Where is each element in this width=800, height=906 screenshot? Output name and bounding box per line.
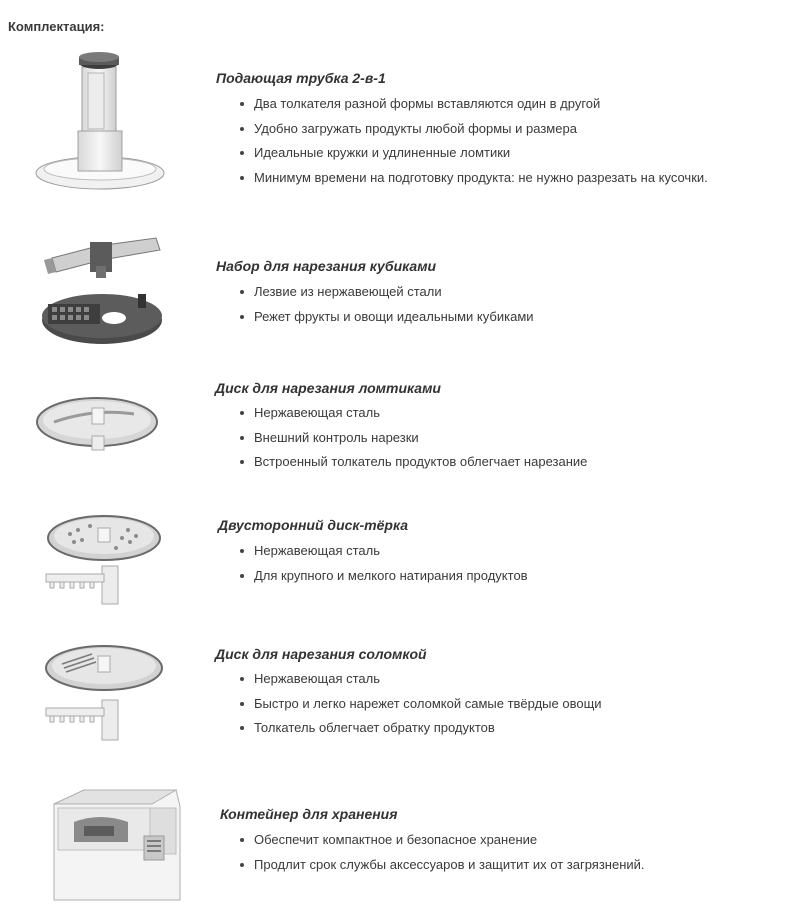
- section-title: Набор для нарезания кубиками: [216, 258, 437, 274]
- section-title: Контейнер для хранения: [220, 806, 398, 822]
- list-item: Внешний контроль нарезки: [240, 428, 587, 453]
- list-item: Продлит срок службы аксессуаров и защитит их от загрязнений.: [240, 855, 645, 880]
- list-item: Режет фрукты и овощи идеальными кубиками: [240, 307, 534, 332]
- list-item: Встроенный толкатель продуктов облегчает нарезание: [240, 452, 587, 477]
- list-item: Нержавеющая сталь: [240, 403, 587, 428]
- list-item: Идеальные кружки и удлиненные ломтики: [240, 143, 708, 168]
- bullet-list: [240, 669, 602, 743]
- storage-box-icon: [44, 782, 184, 906]
- section-title: Диск для нарезания соломкой: [215, 646, 427, 662]
- list-item: Два толкателя разной формы вставляются один в другой: [240, 94, 708, 119]
- julienne-disc-icon: [42, 640, 172, 751]
- feed-tube-icon: [30, 45, 170, 200]
- list-item: Нержавеющая сталь: [240, 541, 528, 566]
- dicing-kit-icon: [38, 228, 168, 355]
- grater-disc-icon: [42, 512, 172, 617]
- section-title: Диск для нарезания ломтиками: [215, 380, 441, 396]
- bullet-list: [240, 830, 645, 879]
- list-item: Лезвие из нержавеющей стали: [240, 282, 534, 307]
- list-item: Для крупного и мелкого натирания продуктов: [240, 566, 528, 591]
- section-title: Подающая трубка 2-в-1: [216, 70, 386, 86]
- list-item: Удобно загружать продукты любой формы и размера: [240, 119, 708, 144]
- list-item: Толкатель облегчает обратку продуктов: [240, 718, 602, 743]
- bullet-list: [240, 541, 528, 590]
- slicing-disc-icon: [34, 390, 164, 465]
- list-item: Обеспечит компактное и безопасное хранение: [240, 830, 645, 855]
- list-item: Минимум времени на подготовку продукта: не нужно разрезать на кусочки.: [240, 168, 708, 193]
- list-item: Быстро и легко нарежет соломкой самые твёрдые овощи: [240, 694, 602, 719]
- list-item: Нержавеющая сталь: [240, 669, 602, 694]
- bullet-list: [240, 94, 708, 192]
- page-title: Комплектация:: [8, 19, 105, 34]
- bullet-list: [240, 282, 534, 331]
- section-title: Двусторонний диск-тёрка: [218, 517, 409, 533]
- bullet-list: [240, 403, 587, 477]
